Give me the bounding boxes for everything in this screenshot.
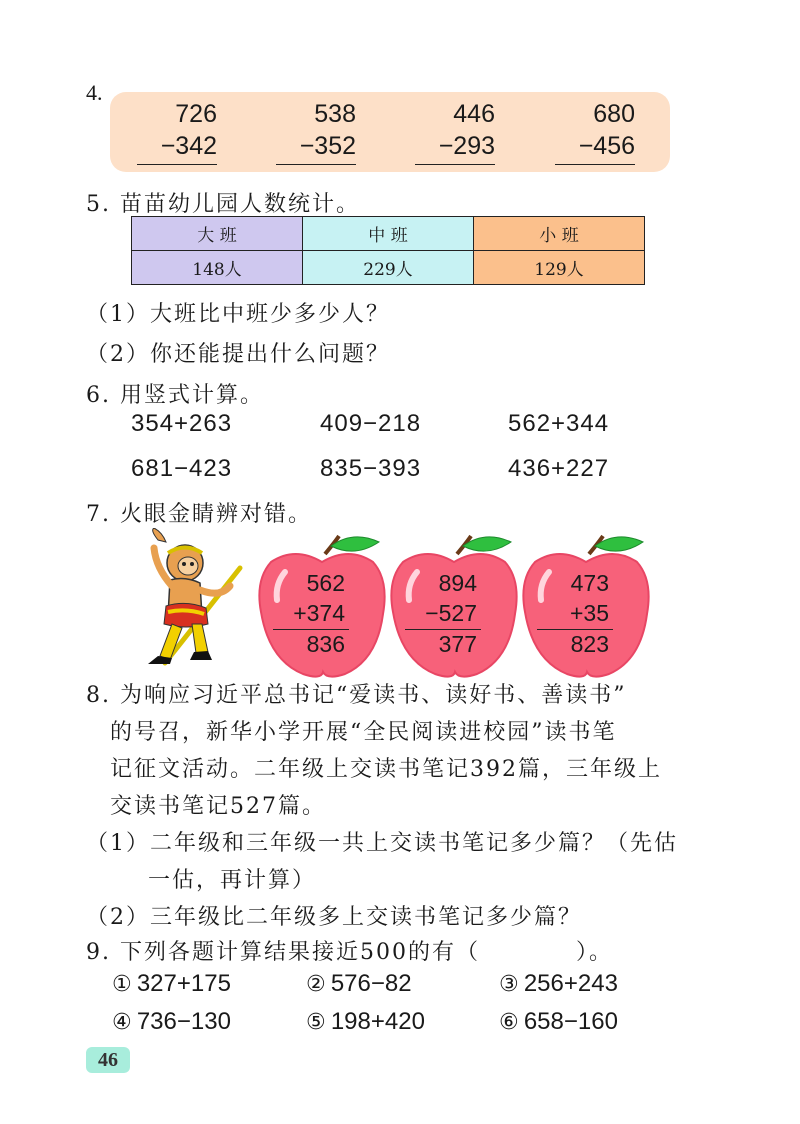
- option-expr: 658−160: [523, 1008, 618, 1035]
- problem-5-title: 5. 苗苗幼儿园人数统计。: [86, 192, 360, 217]
- problem-8-question-2: （2）三年级比二年级多上交读书笔记多少篇？: [86, 905, 582, 930]
- apple-2-line: [405, 629, 481, 630]
- problem-7-title: 7. 火眼金睛辨对错。: [86, 502, 312, 527]
- calc-item: 354+263: [131, 410, 233, 437]
- answer-line: [415, 164, 495, 165]
- problem-8-line-3: 记征文活动。二年级上交读书笔记392篇，三年级上: [110, 757, 662, 782]
- option-marker: ①: [112, 972, 132, 997]
- minuend: 726: [175, 100, 217, 128]
- problem-8-line-2: 的号召，新华小学开展“全民阅读进校园”读书笔: [110, 720, 617, 745]
- answer-line: [137, 164, 217, 165]
- apple-2-mid: −527: [425, 600, 477, 626]
- option-5: [306, 1008, 425, 1036]
- option-1: [112, 970, 231, 998]
- vertical-subtraction-1: [137, 98, 217, 165]
- problem-9-title: 9. 下列各题计算结果接近500的有（ ）。: [86, 940, 613, 965]
- subtrahend: −342: [160, 132, 217, 160]
- monkey-king-illustration: [140, 528, 250, 668]
- apple-problem-1: [255, 532, 390, 682]
- value-small-class: 129人: [474, 251, 645, 285]
- subtrahend: −456: [578, 132, 635, 160]
- option-expr: 736−130: [136, 1008, 231, 1035]
- apple-1-result: 836: [306, 631, 345, 657]
- subtrahend: −352: [299, 132, 356, 160]
- minuend: 680: [593, 100, 635, 128]
- answer-line: [555, 164, 635, 165]
- option-marker: ⑤: [306, 1010, 326, 1035]
- answer-line: [276, 164, 356, 165]
- option-expr: 576−82: [330, 970, 412, 997]
- calc-item: 835−393: [320, 455, 422, 482]
- apple-1-line: [273, 629, 349, 630]
- page-number: 46: [86, 1047, 130, 1073]
- apple-problem-3: [519, 532, 654, 682]
- option-marker: ②: [306, 972, 326, 997]
- minuend: 538: [314, 100, 356, 128]
- header-large-class: 大 班: [132, 217, 303, 251]
- calc-item: 409−218: [320, 410, 422, 437]
- option-4: [112, 1008, 231, 1036]
- value-middle-class: 229人: [303, 251, 474, 285]
- apple-3-line: [537, 629, 613, 630]
- vertical-subtraction-2: [276, 98, 356, 165]
- option-3: [499, 970, 618, 998]
- apple-1-mid: +374: [293, 600, 345, 626]
- problem-8-line-1: 8. 为响应习近平总书记“爱读书、读好书、善读书”: [86, 683, 627, 708]
- problem-8-question-1: （1）二年级和三年级一共上交读书笔记多少篇？（先估: [86, 831, 678, 856]
- problem-4-label: 4.: [86, 80, 103, 105]
- minuend: 446: [453, 100, 495, 128]
- header-middle-class: 中 班: [303, 217, 474, 251]
- apple-2-result: 377: [438, 631, 477, 657]
- problem-5-question-1: （1）大班比中班少多少人？: [86, 302, 390, 327]
- option-expr: 198+420: [330, 1008, 425, 1035]
- vertical-subtraction-4: [555, 98, 635, 165]
- calc-item: 681−423: [131, 455, 233, 482]
- option-marker: ⑥: [499, 1010, 519, 1035]
- option-marker: ④: [112, 1010, 132, 1035]
- subtrahend: −293: [438, 132, 495, 160]
- option-expr: 327+175: [136, 970, 231, 997]
- value-large-class: 148人: [132, 251, 303, 285]
- kindergarten-table: [131, 216, 645, 285]
- calc-item: 436+227: [508, 455, 610, 482]
- apple-3-top: 473: [570, 570, 609, 596]
- apple-1-top: 562: [306, 570, 345, 596]
- option-6: [499, 1008, 618, 1036]
- apple-3-result: 823: [570, 631, 609, 657]
- problem-5-question-2: （2）你还能提出什么问题？: [86, 342, 390, 367]
- option-marker: ③: [499, 972, 519, 997]
- problem-8-question-1-cont: 一估，再计算）: [148, 868, 317, 893]
- problem-6-title: 6. 用竖式计算。: [86, 383, 264, 408]
- option-expr: 256+243: [523, 970, 618, 997]
- vertical-subtraction-3: [415, 98, 495, 165]
- apple-3-mid: +35: [569, 600, 609, 626]
- apple-2-top: 894: [438, 570, 477, 596]
- option-2: [306, 970, 412, 998]
- problem-8-line-4: 交读书笔记527篇。: [110, 794, 326, 819]
- calc-item: 562+344: [508, 410, 610, 437]
- apple-problem-2: [387, 532, 522, 682]
- header-small-class: 小 班: [474, 217, 645, 251]
